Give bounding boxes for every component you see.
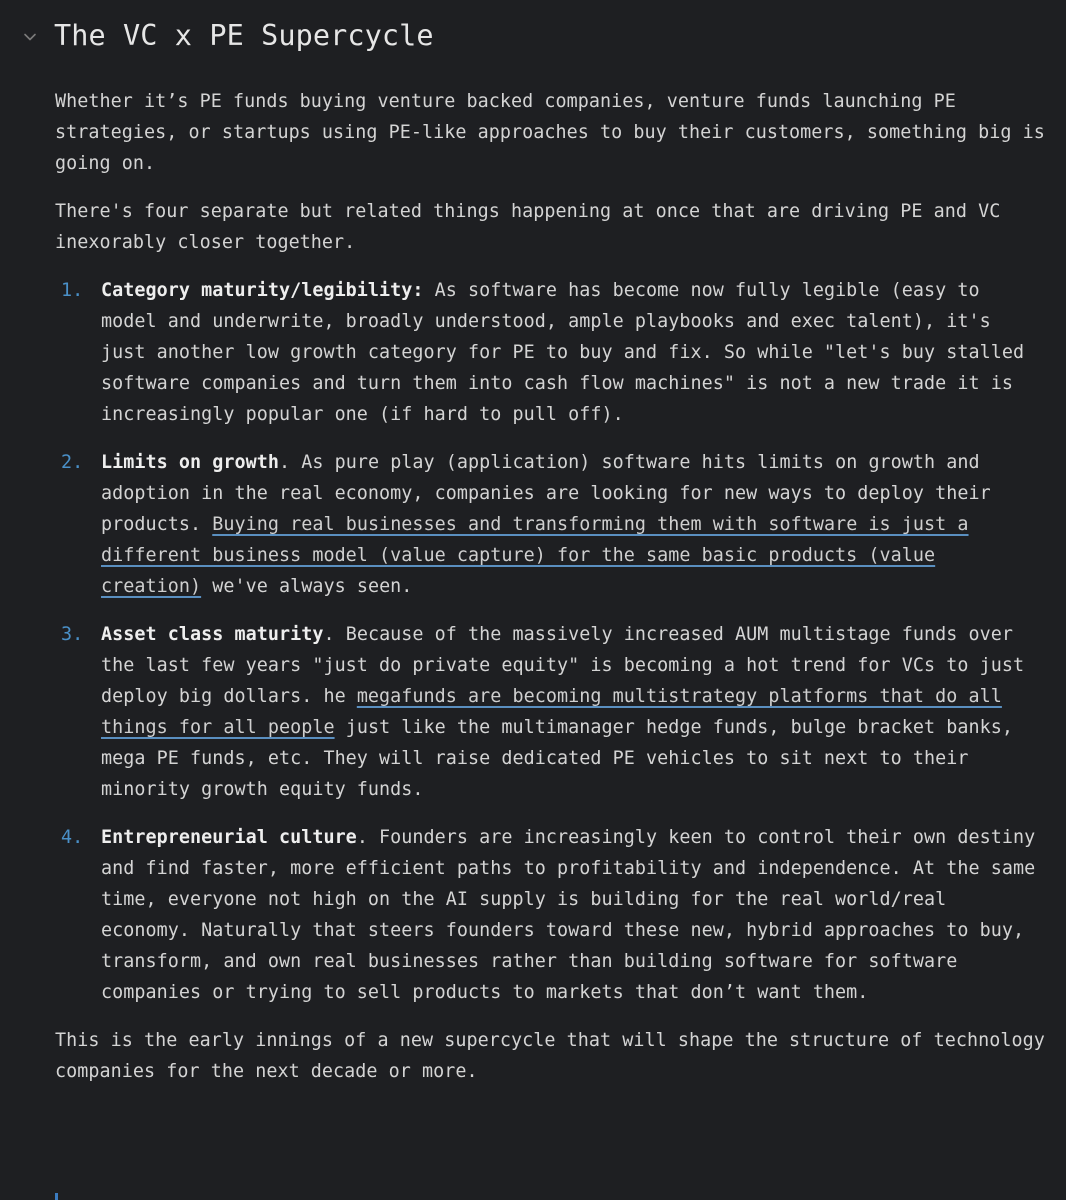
list-item-title: Category maturity/legibility: <box>101 280 424 301</box>
text-cursor <box>55 1193 58 1200</box>
intro-paragraph-1: Whether it’s PE funds buying venture backed companies, venture funds launching PE strategies, or startups using PE-like approaches to buy their customers, something big is going on. <box>55 91 1045 174</box>
list-item-text: . Founders are increasingly keen to control their own destiny and find faster, more efficient paths to profitability and independence. At the same time, everyone not high on the AI supply is building for the real world/real economy. Naturally that steers founders toward these new, hybrid approaches to buy, transform, and own real businesses rather than building software for software companies or trying to sell products to markets that don’t want them. <box>101 827 1036 1003</box>
list-item-text: . As pure play (application) software hits limits on growth and adoption in the real economy, companies are looking for new ways to deploy their products. <box>101 452 991 535</box>
list-number: 3. <box>61 624 84 645</box>
chevron-down-icon[interactable] <box>20 27 40 47</box>
list-item <box>55 619 1045 805</box>
list-number: 4. <box>61 827 84 848</box>
document-body <box>55 86 1045 1104</box>
numbered-list <box>55 275 1045 1008</box>
list-item-title: Limits on growth <box>101 452 279 473</box>
intro-paragraph-2: There's four separate but related things happening at once that are driving PE and VC inexorably closer together. <box>55 201 1001 253</box>
list-item-text: just like the multimanager hedge funds, bulge bracket banks, mega PE funds, etc. They will raise dedicated PE vehicles to sit next to their minority growth equity funds. <box>101 717 1014 800</box>
section-heading <box>20 12 434 58</box>
list-item-text: . Because of the massively increased AUM multistage funds over the last few years "just do private equity" is becoming a hot trend for VCs to just deploy big dollars. he <box>101 624 1025 707</box>
list-item-text: we've always seen. <box>201 576 413 597</box>
list-item <box>55 447 1045 602</box>
list-item-text: As software has become now fully legible (easy to model and underwrite, broadly understood, ample playbooks and exec talent), it's just another low growth category for PE to buy and fix. So while "let's buy stalled software companies and turn them into cash flow machines" is not a new trade it is increasingly popular one (if hard to pull off). <box>101 280 1025 425</box>
list-item-title: Entrepreneurial culture <box>101 827 357 848</box>
inline-link[interactable]: megafunds are becoming multistrategy platforms that do all things for all people <box>101 686 1002 738</box>
list-item <box>55 822 1045 1008</box>
list-item-title: Asset class maturity <box>101 624 324 645</box>
list-item <box>55 275 1045 430</box>
page-title: The VC x PE Supercycle <box>54 18 434 52</box>
inline-link[interactable]: Buying real businesses and transforming them with software is just a different business model (value capture) for the same basic products (value creation) <box>101 514 969 597</box>
list-number: 1. <box>61 280 84 301</box>
outro-paragraph: This is the early innings of a new supercycle that will shape the structure of technology companies for the next decade or more. <box>55 1030 1045 1082</box>
list-number: 2. <box>61 452 84 473</box>
